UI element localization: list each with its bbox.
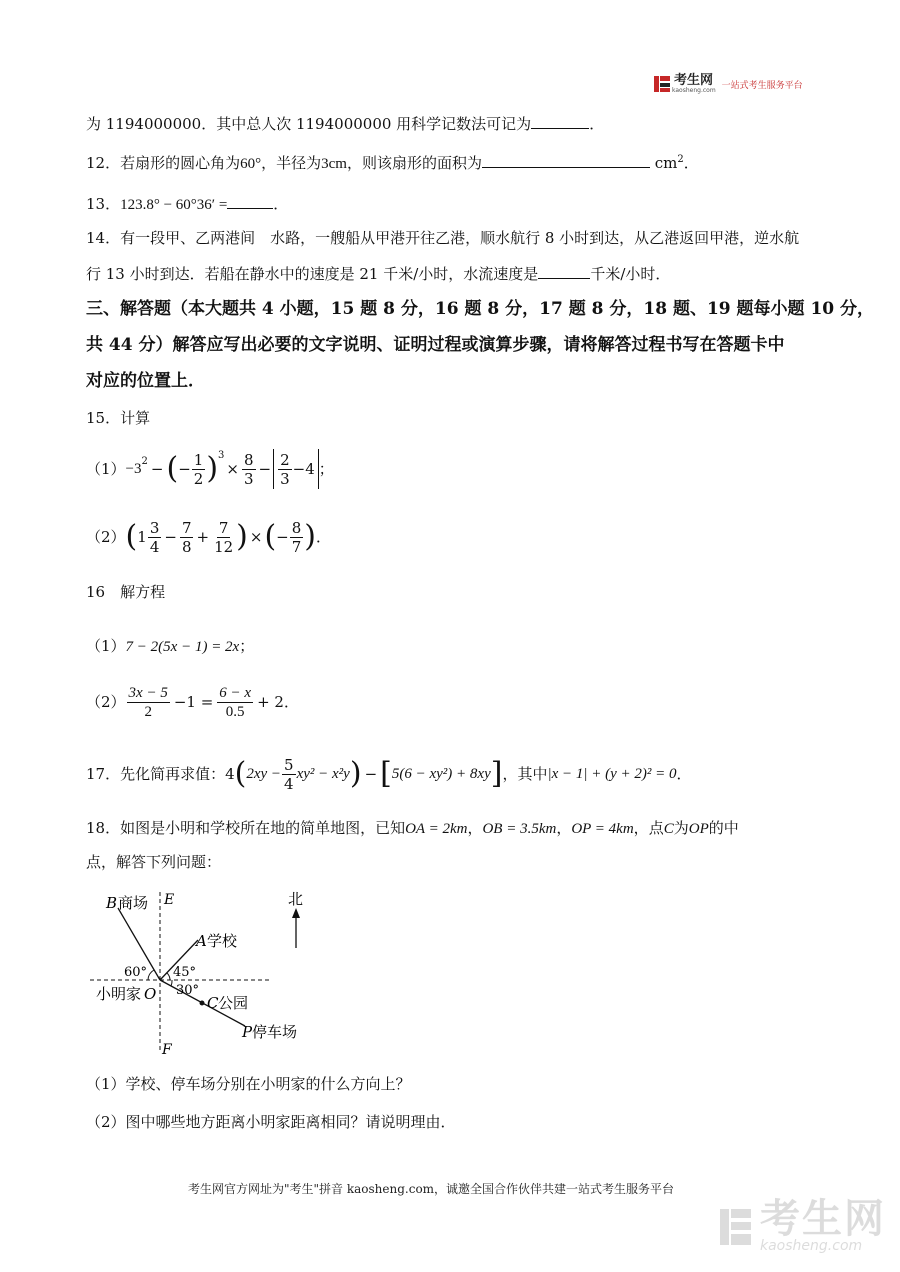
label-f: F [162,1042,172,1058]
question-14-line2: 行 13 小时到达．若船在静水中的速度是 21 千米/小时，水流速度是 千米/小时． [86,262,670,284]
answer-blank[interactable] [538,262,590,279]
north-arrow-icon [292,908,300,918]
question-18-line1: 18．如图是小明和学校所在地的简单地图，已知OA = 2km，OB = 3.5km，OP = 4km，点C为OP的中 [86,819,739,837]
question-17: 17．先化简再求值： 4 ( 2xy − $\frac{5}{4}$ xy² − x²y ) − [ 5(6 − xy²) + 8xy ] ，其中 |x − 1| + (y + 2)² = 0 ． [86,755,692,793]
arc-30 [171,980,172,986]
label-c-name: 公园 [218,994,249,1012]
answer-blank[interactable] [531,112,589,129]
watermark-text: 考生网 [760,1196,886,1242]
label-a-name: 学校 [207,932,238,950]
header-logo [652,74,803,94]
q18-map-diagram [80,880,410,1060]
question-12: 12．若扇形的圆心角为60°，半径为3cm，则该扇形的面积为 $cm^2$． [86,150,699,174]
brand-name: 考生网 [674,72,714,88]
label-o-name: 小明家 [96,985,142,1003]
label-angle-45: 45° [173,965,197,980]
question-16-part2: （2） $\frac{3x - 5}{2}$ −1 = $\frac{6 - x}{0.5}$ + 2 ． [86,684,299,720]
section3-line3: 对应的位置上． [86,371,205,391]
brand-logo-icon [652,74,672,94]
brand-url: kaosheng.com [672,86,716,94]
label-angle-60: 60° [124,965,148,980]
watermark-logo-icon [718,1207,754,1247]
label-p-name: 停车场 [252,1023,298,1041]
point-c [200,1001,205,1006]
label-p: P [242,1023,253,1041]
question-13: 13．123.8° − 60°36′ = ． [86,192,288,215]
watermark [718,1196,886,1254]
question-14-line1: 14．有一段甲、乙两港间 水路，一艘船从甲港开往乙港，顺水航行 8 小时到达，从乙港返回甲港，逆水航 [86,229,800,247]
q11-tail: 为 1194000000．其中总人次 1194000000 用科学记数法可记为 ． [86,112,604,134]
label-e: E [164,892,175,908]
section3-line1: 三、解答题（本大题共 4 小题，15 题 8 分，16 题 8 分，17 题 8 分，18 题、19 题每小题 10 分， [86,299,875,319]
label-b-name: 商场 [118,894,149,912]
answer-blank[interactable] [482,151,650,168]
label-c: C [207,994,219,1012]
question-15-part1: （1） −3 $^2$ − ( − $\frac{1}{2}$ ) $^3$ × $\frac{8}{3}$ − $\frac{2}{3}$ −4 ； [86,450,334,488]
question-18-part2: （2）图中哪些地方距离小明家距离相同？请说明理由． [86,1113,456,1131]
question-18-part1: （1）学校、停车场分别在小明家的什么方向上？ [86,1075,411,1093]
footer-text: 考生网官方网址为"考生"拼音 kaosheng.com，诚邀全国合作伙伴共建一站式考生服务平台 [188,1182,675,1196]
watermark-url: kaosheng.com [760,1238,863,1254]
label-a: A [196,932,207,950]
question-16-title: 16 解方程 [86,583,166,601]
question-18-line2: 点，解答下列问题： [86,853,222,871]
label-angle-30: 30° [176,983,200,998]
section3-line2: 共 44 分）解答应写出必要的文字说明、证明过程或演算步骤，请将解答过程书写在答题卡中 [86,335,785,355]
arc-60 [148,970,154,980]
label-b: B [106,894,118,912]
answer-blank[interactable] [227,192,273,209]
question-16-part1: （1）7 − 2(5x − 1) = 2x； [86,637,255,655]
arc-45 [167,973,170,980]
question-15-title: 15．计算 [86,409,151,427]
label-o: O [144,985,157,1003]
label-north: 北 [288,890,304,908]
brand-slogan: 一站式考生服务平台 [721,80,803,91]
question-15-part2: （2） ( 1 $\frac{3}{4}$ − $\frac{7}{8}$ + $\frac{7}{12}$ ) × ( − $\frac{8}{7}$ ) ． [86,518,332,556]
